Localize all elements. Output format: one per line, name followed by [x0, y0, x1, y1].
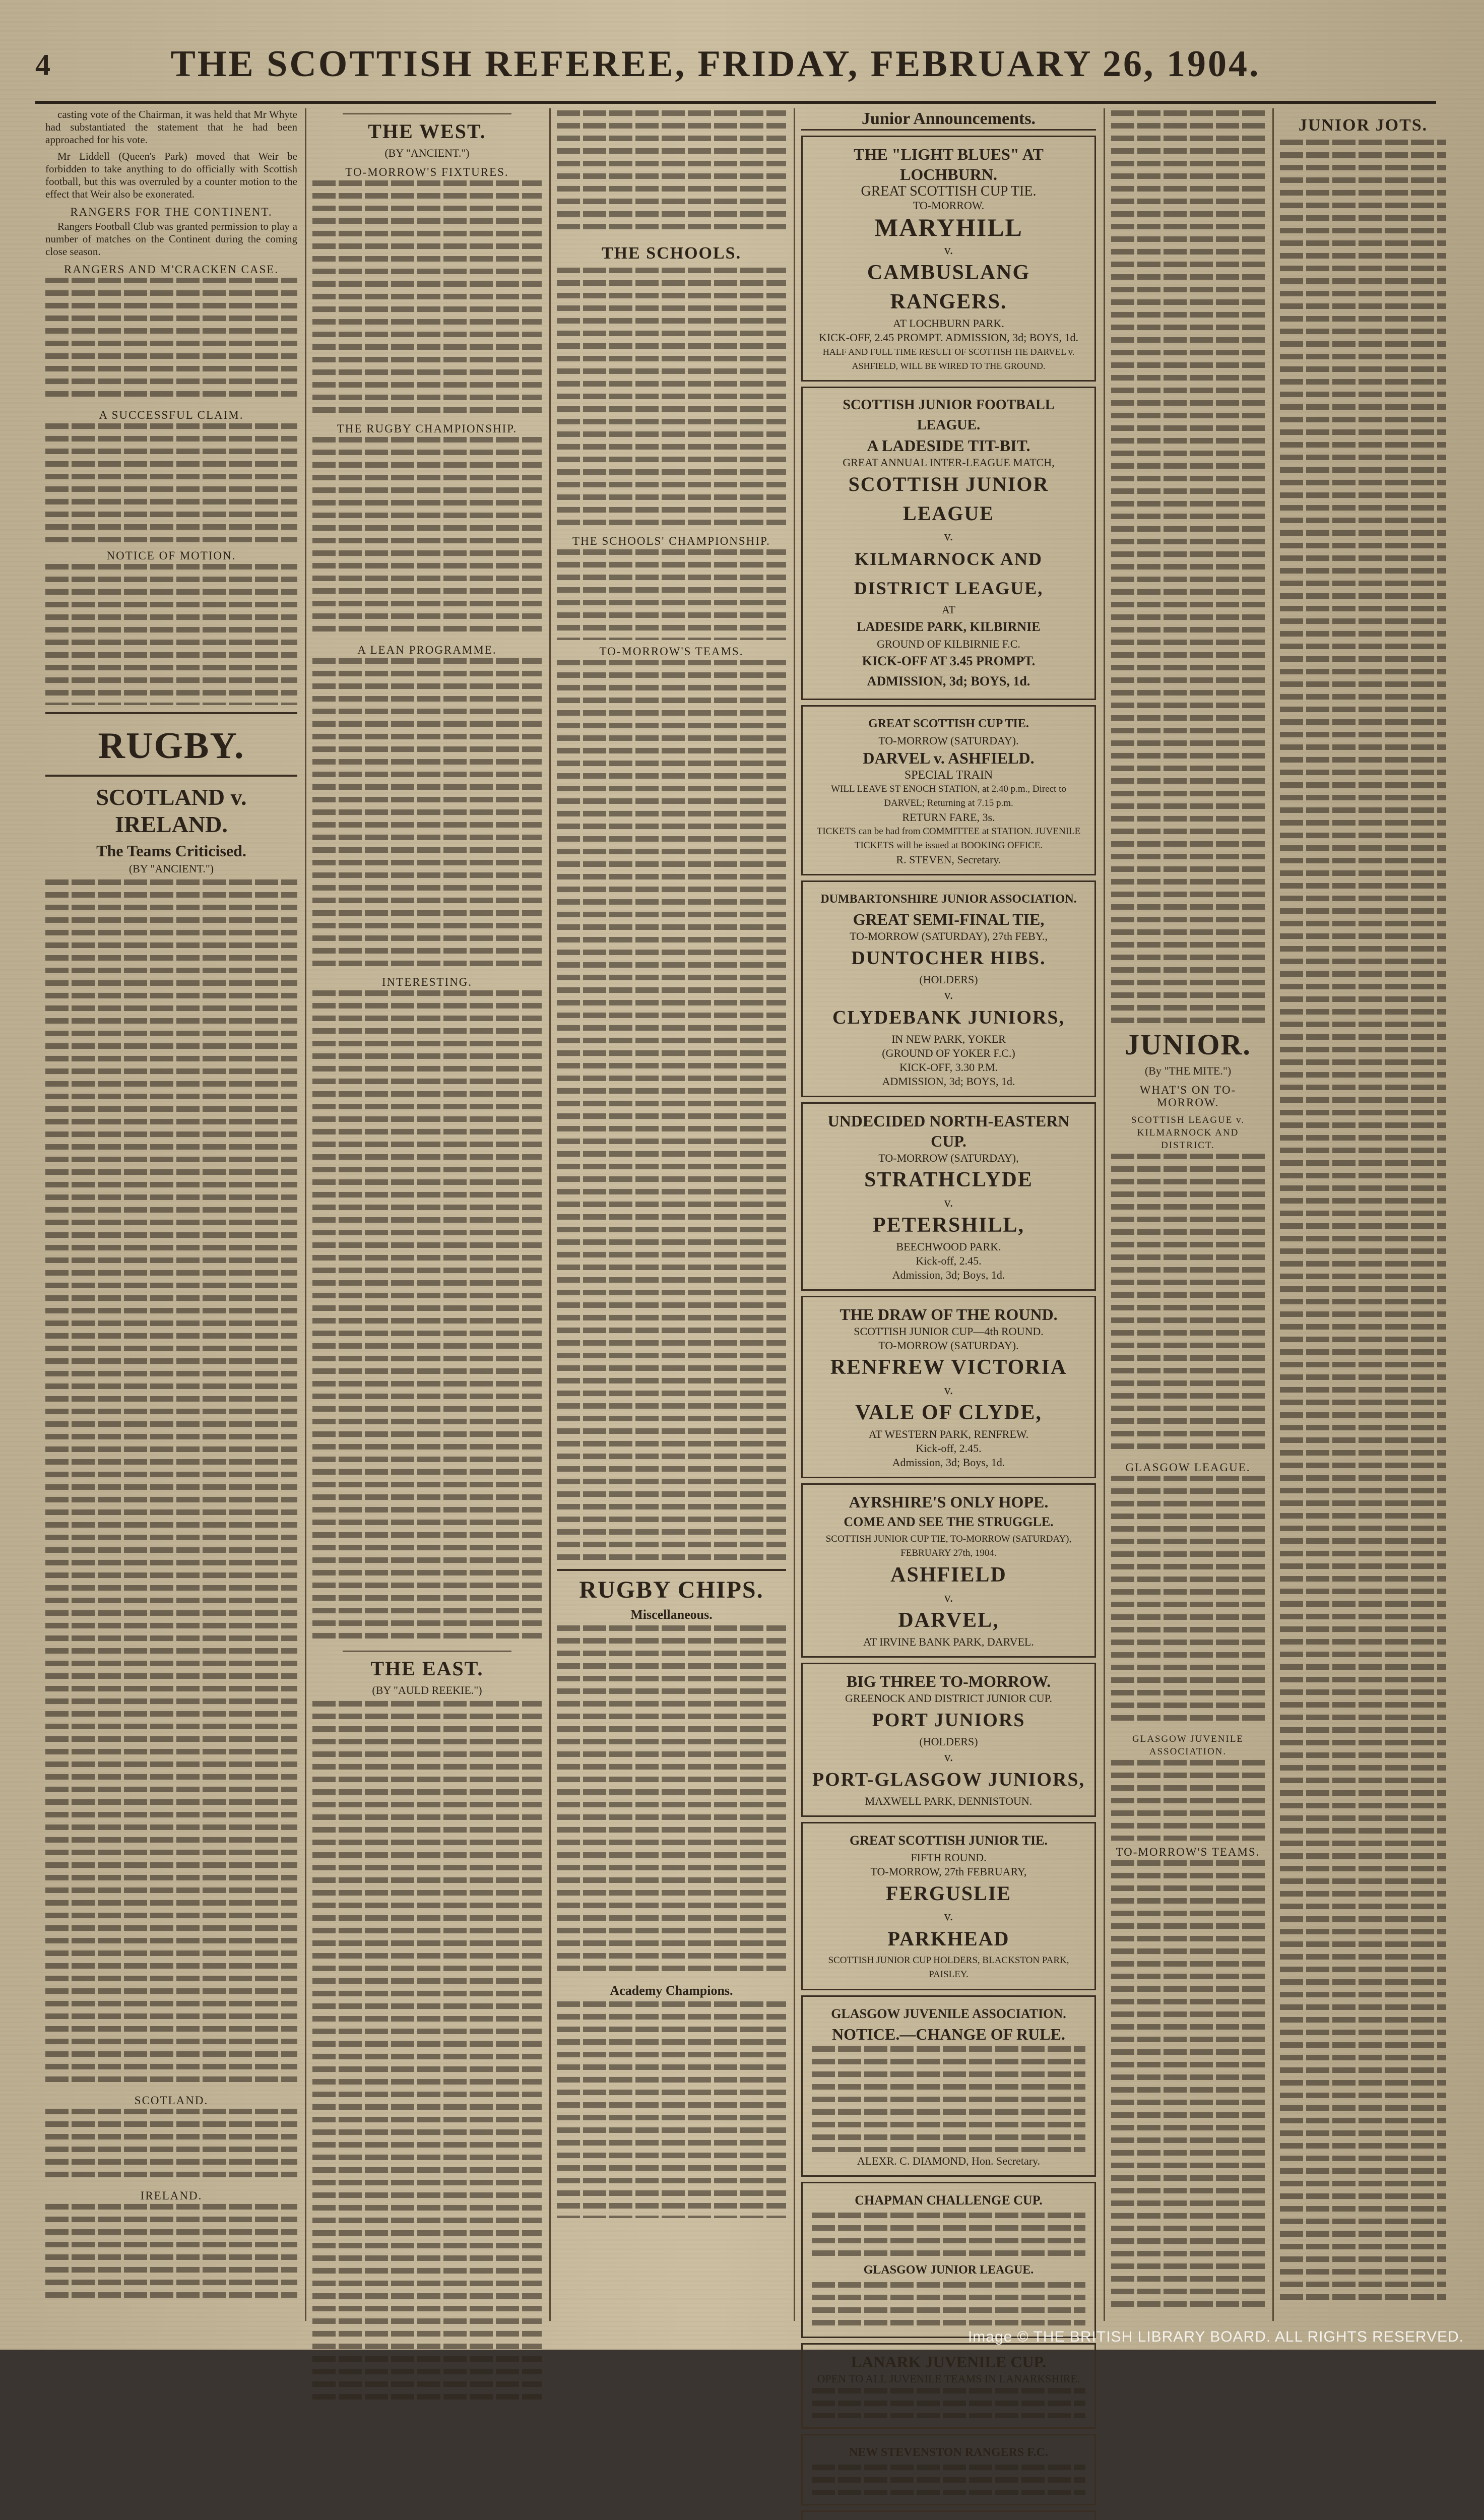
ad-team: STRATHCLYDE	[864, 1168, 1033, 1191]
ad-line: GLASGOW JUVENILE ASSOCIATION.	[831, 2006, 1066, 2021]
column-1	[45, 108, 297, 2321]
ad-admission: ADMISSION, 3d; BOYS, 1d.	[882, 1075, 1015, 1088]
ad-line: GLASGOW JUNIOR LEAGUE.	[863, 2263, 1034, 2277]
column-rule	[549, 108, 551, 2321]
ad-team: CLYDEBANK JUNIORS,	[832, 1007, 1065, 1028]
ad-versus: v.	[944, 1749, 953, 1764]
ad-line: RETURN FARE, 3s.	[902, 811, 995, 824]
ad-team: PORT-GLASGOW JUNIORS,	[812, 1769, 1085, 1790]
ad-line: SCOTTISH JUNIOR FOOTBALL LEAGUE.	[843, 397, 1055, 433]
ad-date: TO-MORROW.	[913, 199, 985, 212]
ad-team: DUNTOCHER HIBS.	[851, 948, 1046, 969]
ad-date: TO-MORROW (SATURDAY), 27th FEBY.,	[850, 930, 1048, 942]
section-heading-junior-jots: JUNIOR JOTS.	[1298, 116, 1428, 135]
ad-kickoff: KICK-OFF AT 3.45 PROMPT.	[862, 654, 1036, 668]
article-text-block	[1111, 1476, 1265, 1728]
ad-date: TO-MORROW, 27th FEBRUARY,	[870, 1865, 1027, 1878]
ad-team: ASHFIELD	[890, 1563, 1007, 1587]
section-heading-rugby-chips: RUGBY CHIPS.	[579, 1577, 764, 1603]
ad-venue: IN NEW PARK, YOKER	[891, 1033, 1006, 1045]
ad-versus: v.	[944, 1195, 953, 1210]
ad-line: THE DRAW OF THE ROUND.	[840, 1305, 1058, 1324]
section-heading-west: THE WEST.	[368, 120, 486, 143]
ad-venue: AT LOCHBURN PARK.	[893, 317, 1004, 330]
ad-venue: BEECHWOOD PARK.	[896, 1240, 1001, 1253]
byline: (BY "ANCIENT.")	[128, 862, 214, 875]
article-text-block	[45, 564, 297, 705]
ad-kickoff: KICK-OFF, 2.45 PROMPT. ADMISSION, 3d; BOYS, 1d.	[819, 331, 1078, 344]
ad-line: (HOLDERS)	[919, 1735, 978, 1748]
ad-line: GROUND OF KILBIRNIE F.C.	[877, 638, 1020, 650]
article-text-block	[557, 268, 786, 530]
ad-kickoff: Kick-off, 2.45.	[916, 1254, 982, 1267]
section-rule	[45, 712, 297, 714]
subsection-heading: NOTICE OF MOTION.	[106, 549, 236, 562]
section-heading-schools: THE SCHOOLS.	[601, 244, 742, 263]
article-text-block	[557, 2001, 786, 2218]
ad-date: TO-MORROW (SATURDAY),	[878, 1152, 1019, 1164]
teams-list	[557, 660, 786, 1562]
section-rule	[557, 1569, 786, 1571]
divider	[343, 1651, 511, 1652]
subsection-heading: THE SCHOOLS' CHAMPIONSHIP.	[572, 535, 770, 547]
ad-kickoff: KICK-OFF, 3.30 P.M.	[899, 1061, 998, 1074]
article-text-block	[45, 423, 297, 544]
subsection-heading: RANGERS AND M'CRACKEN CASE.	[63, 263, 279, 276]
ad-line: BIG THREE TO-MORROW.	[846, 1672, 1051, 1690]
subsection-heading: GLASGOW JUVENILE ASSOCIATION.	[1132, 1734, 1244, 1757]
notice-text	[812, 2465, 1085, 2495]
ad-line: NEW STEVENSTON RANGERS F.C.	[849, 2446, 1048, 2459]
ad-line: OPEN TO ALL JUVENILE TEAMS IN LANARKSHIRE.	[817, 2372, 1080, 2385]
article-text: Rangers Football Club was granted permission to play a number of matches on the Continent during the coming close season.	[45, 220, 297, 258]
byline: (By "THE MITE.")	[1144, 1064, 1232, 1077]
subsection-heading: TO-MORROW'S TEAMS.	[599, 645, 744, 658]
ad-team: FERGUSLIE	[885, 1882, 1012, 1905]
ad-admission: Admission, 3d; Boys, 1d.	[892, 1269, 1005, 1281]
article-text-block	[557, 1625, 786, 1978]
ad-line: NOTICE.—CHANGE OF RULE.	[832, 2025, 1065, 2043]
copyright-watermark: Image © THE BRITISH LIBRARY BOARD. ALL RIGHTS RESERVED.	[967, 2328, 1464, 2345]
section-heading-junior: JUNIOR.	[1125, 1028, 1251, 1061]
championship-table	[312, 437, 542, 639]
ad-venue: LADESIDE PARK, KILBIRNIE	[857, 619, 1041, 634]
teams-list	[1111, 1860, 1265, 2314]
ad-team: DARVEL,	[898, 1609, 999, 1632]
article-text-block	[312, 990, 542, 1646]
ad-kickoff: Kick-off, 2.45.	[916, 1442, 982, 1455]
ad-match: DARVEL v. ASHFIELD.	[863, 749, 1035, 767]
ad-team: MARYHILL	[874, 213, 1023, 241]
ad-team: VALE OF CLYDE,	[855, 1401, 1042, 1424]
subsection-heading: TO-MORROW'S FIXTURES.	[345, 166, 509, 178]
ad-admission: ADMISSION, 3d; BOYS, 1d.	[867, 674, 1030, 688]
column-2	[312, 108, 542, 2321]
advert-juvenile-notice	[801, 1995, 1096, 2177]
ad-note: HALF AND FULL TIME RESULT OF SCOTTISH TIE DARVEL v. ASHFIELD, WILL BE WIRED TO THE GROUND.	[822, 347, 1075, 371]
advert-lanark-cup	[801, 2343, 1096, 2429]
column-rule	[794, 108, 795, 2321]
article-text-block	[1111, 110, 1265, 1028]
ad-team: PETERSHILL,	[873, 1214, 1024, 1237]
ad-line: UNDECIDED NORTH-EASTERN CUP.	[827, 1112, 1070, 1150]
masthead	[35, 43, 1396, 98]
column-junior-lower	[1111, 1023, 1265, 2321]
article-headline: SCOTLAND v. IRELAND.	[96, 784, 247, 837]
subsection-heading: SCOTTISH LEAGUE v. KILMARNOCK AND DISTRICT.	[1131, 1115, 1245, 1151]
ad-venue: MAXWELL PARK, DENNISTOUN.	[865, 1795, 1033, 1807]
ad-venue: AT IRVINE BANK PARK, DARVEL.	[863, 1635, 1034, 1648]
fixtures-list	[312, 180, 542, 417]
article-text: casting vote of the Chairman, it was held that Mr Whyte had substantiated the statement that he had been approached for his vote.	[45, 108, 297, 146]
ad-line: GREENOCK AND DISTRICT JUNIOR CUP.	[845, 1692, 1052, 1705]
section-heading-rugby: RUGBY.	[98, 725, 245, 767]
column-announcements	[801, 108, 1096, 2459]
ad-line: A LADESIDE TIT-BIT.	[867, 436, 1030, 455]
advert-ayrshire	[801, 1483, 1096, 1658]
ad-line: SPECIAL TRAIN	[904, 769, 993, 782]
column-3	[557, 108, 786, 2321]
notice-text	[812, 2282, 1085, 2327]
advert-maryhill	[801, 136, 1096, 382]
divider	[343, 113, 511, 114]
ad-line: AYRSHIRE'S ONLY HOPE.	[849, 1493, 1049, 1511]
notice-text	[812, 2213, 1085, 2258]
byline: (BY "AULD REEKIE.")	[372, 1684, 482, 1696]
team-label: IRELAND.	[140, 2189, 203, 2202]
ad-admission: Admission, 3d; Boys, 1d.	[892, 1456, 1005, 1469]
ad-line: GREAT SCOTTISH CUP TIE.	[868, 717, 1029, 730]
ad-line: CHAPMAN CHALLENGE CUP.	[855, 2193, 1043, 2208]
advert-ferguslie	[801, 1822, 1096, 1990]
subsection-heading: Miscellaneous.	[630, 1607, 713, 1622]
article-text-block	[45, 879, 297, 2089]
advert-greenock	[801, 1663, 1096, 1817]
ad-line: DUMBARTONSHIRE JUNIOR ASSOCIATION.	[820, 893, 1077, 906]
column-rule	[1272, 108, 1274, 2321]
ad-venue: SCOTTISH JUNIOR CUP HOLDERS, BLACKSTON PARK, PAISLEY.	[828, 1955, 1069, 1980]
ad-line: GREAT SEMI-FINAL TIE,	[853, 910, 1045, 928]
ad-versus: v.	[944, 1382, 953, 1397]
ad-note: TICKETS can be had from COMMITTEE at STATION. JUVENILE TICKETS will be issued at BOOKING OFFICE.	[816, 826, 1081, 851]
subsection-heading: A SUCCESSFUL CLAIM.	[99, 409, 244, 421]
masthead-rule	[35, 101, 1436, 104]
ad-versus: v.	[944, 242, 953, 257]
column-rule	[305, 108, 306, 2321]
ad-line: SCOTTISH JUNIOR CUP—4th ROUND.	[854, 1325, 1044, 1338]
ad-line: GREAT SCOTTISH JUNIOR TIE.	[849, 1833, 1048, 1848]
article-text-block	[312, 658, 542, 971]
ad-signature: ALEXR. C. DIAMOND, Hon. Secretary.	[857, 2155, 1041, 2167]
advert-special-train	[801, 705, 1096, 875]
ad-versus: v.	[944, 987, 953, 1002]
article-subheadline: The Teams Criticised.	[96, 842, 246, 860]
advert-renfrew	[801, 1296, 1096, 1478]
byline: (BY "ANCIENT.")	[384, 147, 470, 159]
subsection-heading: TO-MORROW'S TEAMS.	[1116, 1846, 1260, 1858]
paper-title: THE SCOTTISH REFEREE, FRIDAY, FEBRUARY 26, 1904.	[170, 43, 1261, 85]
article-text-block	[45, 278, 297, 404]
announcements-heading: Junior Announcements.	[801, 108, 1096, 131]
ad-date: SCOTTISH JUNIOR CUP TIE, TO-MORROW (SATURDAY), FEBRUARY 27th, 1904.	[825, 1534, 1072, 1558]
ad-team: PORT JUNIORS	[872, 1710, 1025, 1731]
advert-dumbartonshire	[801, 880, 1096, 1097]
article-text-block	[1111, 1760, 1265, 1841]
notice-text	[812, 2046, 1085, 2152]
ad-team: KILMARNOCK AND DISTRICT LEAGUE,	[854, 549, 1044, 598]
subsection-heading: INTERESTING.	[381, 976, 473, 988]
ad-note: WILL LEAVE ST ENOCH STATION, at 2.40 p.m., Direct to DARVEL; Returning at 7.15 p.m.	[831, 784, 1066, 808]
advert-north-eastern	[801, 1102, 1096, 1291]
article-text-block	[557, 110, 786, 236]
subsection-heading: THE RUGBY CHAMPIONSHIP.	[337, 422, 518, 435]
ad-team: CAMBUSLANG RANGERS.	[867, 261, 1030, 313]
advert-inter-league	[801, 387, 1096, 700]
notice-text	[812, 2388, 1085, 2418]
subsection-heading: RANGERS FOR THE CONTINENT.	[70, 206, 273, 218]
ad-line: LANARK JUVENILE CUP.	[851, 2353, 1047, 2371]
column-rule	[1104, 108, 1105, 2321]
ad-versus: v.	[944, 529, 953, 543]
subsection-heading: Academy Champions.	[610, 1983, 733, 1998]
ad-line: GREAT SCOTTISH CUP TIE.	[861, 183, 1037, 199]
ad-line: AT	[942, 603, 955, 616]
article-text-block	[1111, 1154, 1265, 1456]
advert-dumbarton-oakvale	[801, 2510, 1096, 2520]
subsection-heading: GLASGOW LEAGUE.	[1125, 1461, 1251, 1474]
article-text-block	[1280, 140, 1446, 2307]
team-list	[45, 2109, 297, 2184]
section-heading-east: THE EAST.	[370, 1657, 484, 1680]
team-list	[45, 2204, 297, 2305]
ad-venue: AT WESTERN PARK, RENFREW.	[868, 1428, 1029, 1440]
subsection-heading: WHAT'S ON TO-MORROW.	[1139, 1084, 1237, 1109]
ad-team: SCOTTISH JUNIOR LEAGUE	[848, 473, 1049, 525]
subsection-heading: A LEAN PROGRAMME.	[357, 644, 497, 656]
ad-versus: v.	[944, 1590, 953, 1605]
section-rule	[45, 775, 297, 777]
ad-versus: v.	[944, 1909, 953, 1923]
article-text-block	[312, 1701, 542, 2407]
advert-chapman-cup	[801, 2182, 1096, 2338]
page-number: 4	[35, 48, 50, 82]
advert-new-stevenston	[801, 2434, 1096, 2505]
schools-table	[557, 549, 786, 640]
article-text: Mr Liddell (Queen's Park) moved that Weir be forbidden to take anything to do officially with Scottish football, but this was overruled by a counter motion to the effect that Weir also be exonerated.	[45, 150, 297, 200]
ad-line: THE "LIGHT BLUES" AT LOCHBURN.	[854, 145, 1044, 183]
ad-date: TO-MORROW (SATURDAY).	[878, 1339, 1019, 1352]
ad-line: COME AND SEE THE STRUGGLE.	[844, 1515, 1054, 1529]
ad-line: GREAT ANNUAL INTER-LEAGUE MATCH,	[843, 456, 1055, 469]
team-label: SCOTLAND.	[134, 2094, 209, 2107]
ad-line: (HOLDERS)	[919, 973, 978, 986]
ad-signature: R. STEVEN, Secretary.	[896, 853, 1001, 866]
ad-team: PARKHEAD	[887, 1927, 1010, 1950]
ad-line: FIFTH ROUND.	[911, 1851, 987, 1864]
ad-line: (GROUND OF YOKER F.C.)	[882, 1047, 1015, 1059]
ad-date: TO-MORROW (SATURDAY).	[878, 734, 1019, 747]
column-junior-jots	[1280, 108, 1446, 2321]
ad-team: RENFREW VICTORIA	[830, 1356, 1067, 1379]
